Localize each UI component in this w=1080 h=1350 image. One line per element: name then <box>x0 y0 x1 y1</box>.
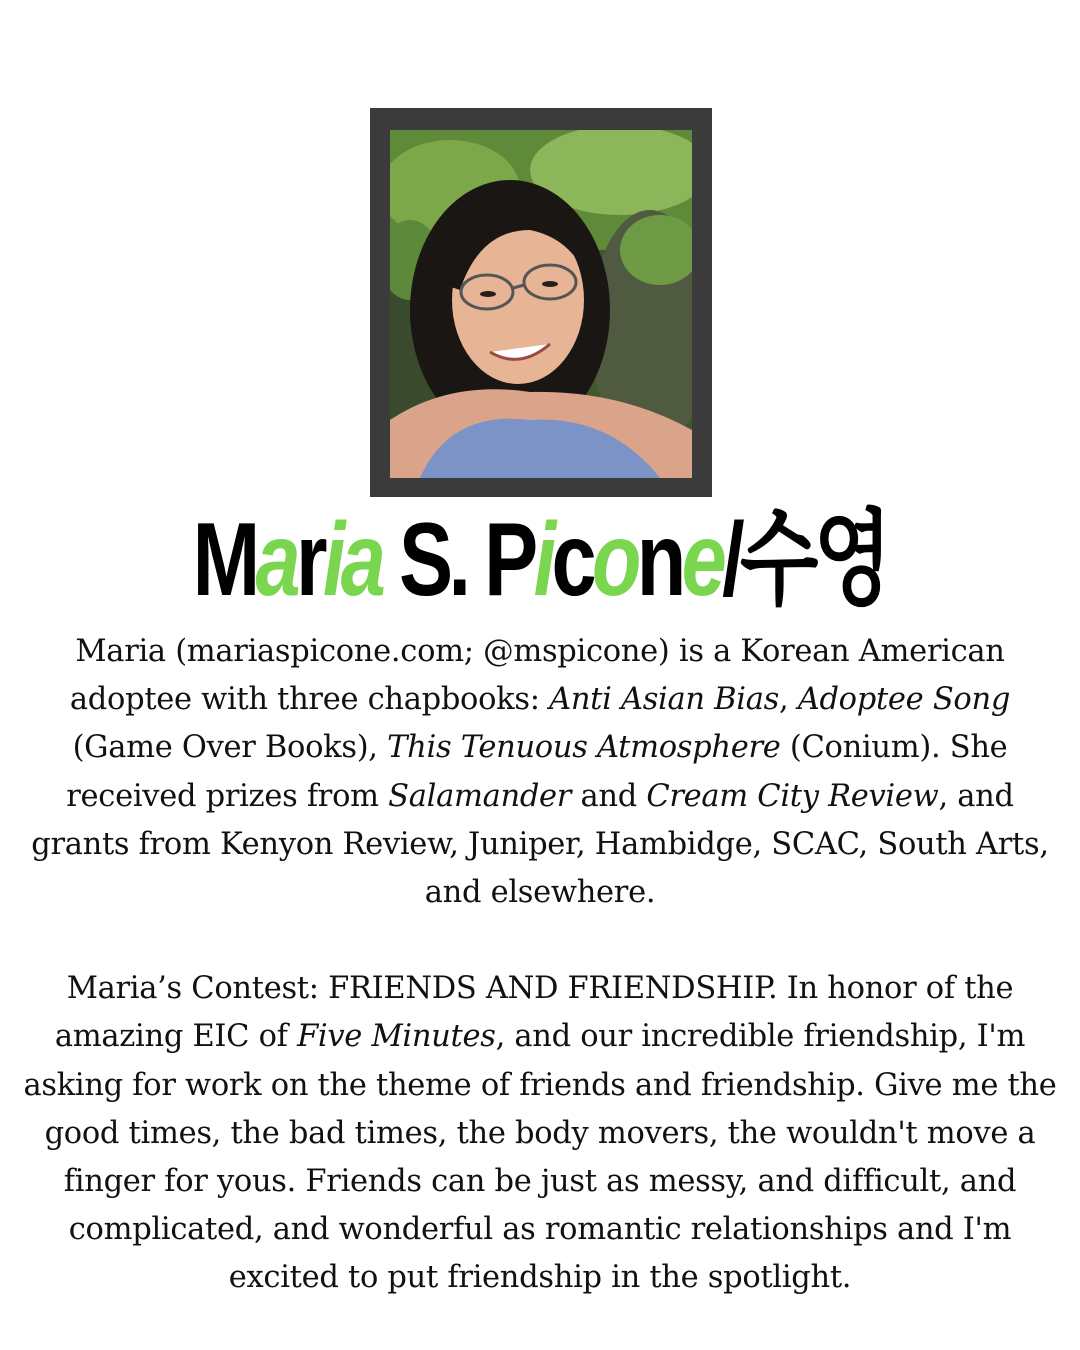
photo-frame <box>370 108 712 497</box>
author-name-heading <box>119 500 961 620</box>
bio-section <box>18 628 1062 1303</box>
contest-paragraph <box>18 965 1062 1302</box>
text-run: Maria (mariaspicone.com; @mspicone) is a Korean American adoptee with three chapbooks: <box>69 634 1005 718</box>
name-segment: M <box>192 502 256 618</box>
title-italic: Salamander <box>388 778 572 814</box>
title-italic: This Tenuous Atmosphere <box>387 730 781 766</box>
text-run: (Game Over Books), <box>72 730 388 766</box>
bio-paragraph <box>18 628 1062 917</box>
name-segment: n <box>636 502 682 618</box>
title-italic: Cream City Review <box>646 778 939 814</box>
text-run: , and grants from Kenyon Review, Juniper, Hambidge, SCAC, South Arts, and elsewhere. <box>31 778 1049 911</box>
text-run: , <box>778 682 798 718</box>
title-italic: Adoptee Song <box>797 682 1011 718</box>
name-segment: i <box>533 502 552 618</box>
author-portrait-image <box>390 130 692 478</box>
text-run: Maria’s Contest: FRIENDS AND FRIENDSHIP. In honor of the amazing EIC of <box>54 971 1014 1055</box>
text-run: and <box>571 778 647 814</box>
name-segment: ia <box>322 502 382 618</box>
author-photo <box>390 130 692 478</box>
title-italic: Anti Asian Bias <box>549 682 779 718</box>
name-segment: e <box>681 502 723 618</box>
name-segment: r <box>295 502 323 618</box>
text-run: (Conium). She received prizes from <box>66 730 1008 814</box>
name-segment: /수영 <box>722 502 888 618</box>
name-segment: a <box>255 502 296 618</box>
title-italic: Five Minutes <box>297 1019 496 1055</box>
name-segment: S. P <box>381 502 534 618</box>
text-run: , and our incredible friendship, I'm asking for work on the theme of friends and friendship. Give me the good times, the bad times, the body movers, the wouldn't move a finger for yous. Friends can be just as messy, and difficult, and complicated, and wonderful as romantic relationships and I'm excited to put friendship in the spotlight. <box>23 1019 1057 1296</box>
name-segment: c <box>551 502 592 618</box>
name-segment: o <box>591 502 637 618</box>
